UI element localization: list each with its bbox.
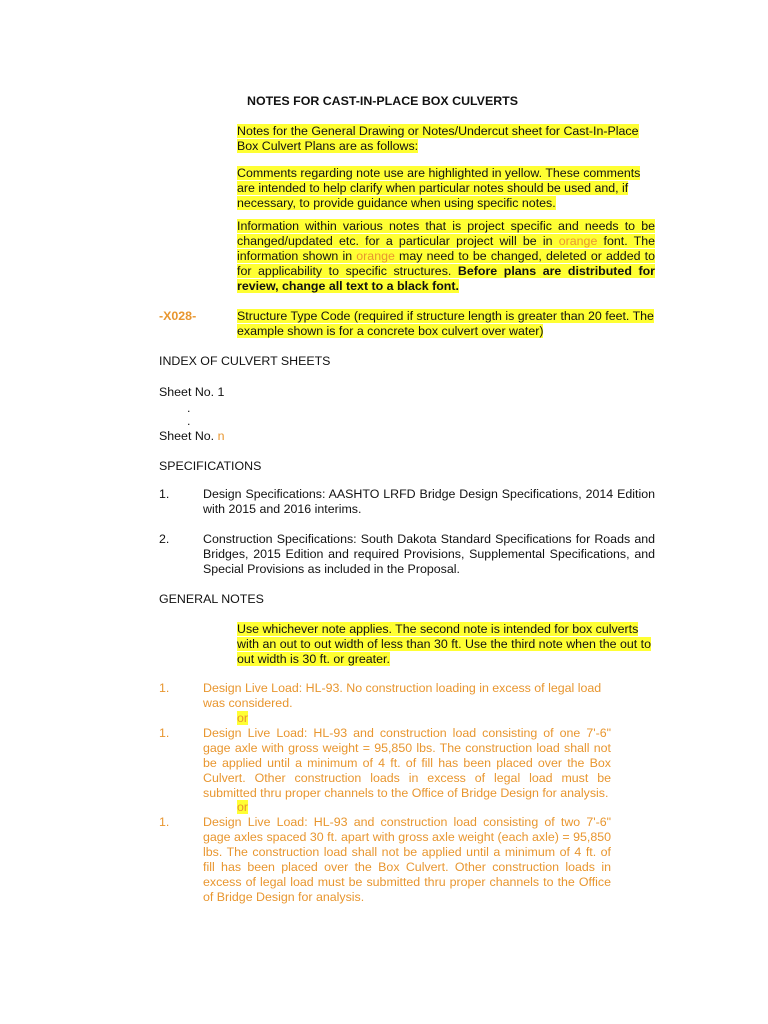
or-separator: or — [237, 800, 249, 814]
structure-type-code: -X028- — [159, 309, 197, 323]
note-number: 1. — [159, 815, 170, 829]
bold-instruction: Before plans are distributed for review, change all text to a black font. — [237, 264, 655, 293]
spec-item-2: Construction Specifications: South Dakota Standard Specifications for Roads and Bridges, 2015 Edition and required Provisions, Supplemental Specifications, and Special Provisions as included in the Proposal. — [203, 532, 655, 576]
intro-paragraph-2: Comments regarding note use are highlighted in yellow. These comments are intended to help clarify when particular notes should be used and, if necessary, to provide guidance when using specific notes. — [237, 166, 641, 210]
intro-paragraph-1: Notes for the General Drawing or Notes/Undercut sheet for Cast-In-Place Box Culvert Plans are as follows: — [237, 124, 639, 153]
sheet-n: Sheet No. n — [159, 429, 225, 443]
spec-number: 1. — [159, 487, 170, 501]
specifications-heading: SPECIFICATIONS — [159, 459, 262, 473]
page-title: NOTES FOR CAST-IN-PLACE BOX CULVERTS — [247, 94, 518, 108]
orange-word: orange — [558, 234, 598, 248]
sheet-1: Sheet No. 1 — [159, 385, 225, 399]
ellipsis-dot: . — [187, 401, 191, 415]
note-number: 1. — [159, 726, 170, 740]
structure-type-comment: Structure Type Code (required if structure length is greater than 20 feet. The example shown is for a concrete box culvert over water) — [237, 309, 654, 338]
live-load-note-2: Design Live Load: HL-93 and construction load consisting of one 7'-6" gage axle with gross weight = 95,850 lbs. The construction load shall not be applied until a minimum of 4 ft. of fill has been placed over the Box Culvert. Other construction loads in excess of legal load must be submitted thru proper channels to the Office of Bridge Design for analysis. — [203, 726, 611, 800]
spec-item-1: Design Specifications: AASHTO LRFD Bridge Design Specifications, 2014 Edition with 2015 and 2016 interims. — [203, 487, 655, 516]
live-load-note-1: Design Live Load: HL-93. No construction loading in excess of legal load was considered. — [203, 681, 602, 710]
general-notes-heading: GENERAL NOTES — [159, 592, 264, 606]
index-heading: INDEX OF CULVERT SHEETS — [159, 354, 331, 368]
general-notes-comment: Use whichever note applies. The second note is intended for box culverts with an out to out width of less than 30 ft. Use the third note when the out to out width is 30 ft. or greater. — [237, 622, 651, 666]
live-load-note-3: Design Live Load: HL-93 and construction load consisting of two 7'-6" gage axles spaced 30 ft. apart with gross axle weight (each axle) = 95,850 lbs. The construction load shall not be applied until a minimum of 4 ft. of fill has been placed over the Box Culvert. Other construction loads in excess of legal load must be submitted thru proper channels to the Office of Bridge Design for analysis. — [203, 815, 611, 904]
ellipsis-dot: . — [187, 414, 191, 428]
intro-paragraph-3: Information within various notes that is project specific and needs to be changed/updated etc. for a particular project will be in orange font. The information shown in orange may need to be changed, deleted or added to for applicability to specific structures. Before plans are distributed for review, change all text to a black font. — [237, 219, 655, 293]
spec-number: 2. — [159, 532, 170, 546]
orange-word: orange — [356, 249, 395, 263]
or-separator: or — [237, 711, 249, 725]
note-number: 1. — [159, 681, 170, 695]
